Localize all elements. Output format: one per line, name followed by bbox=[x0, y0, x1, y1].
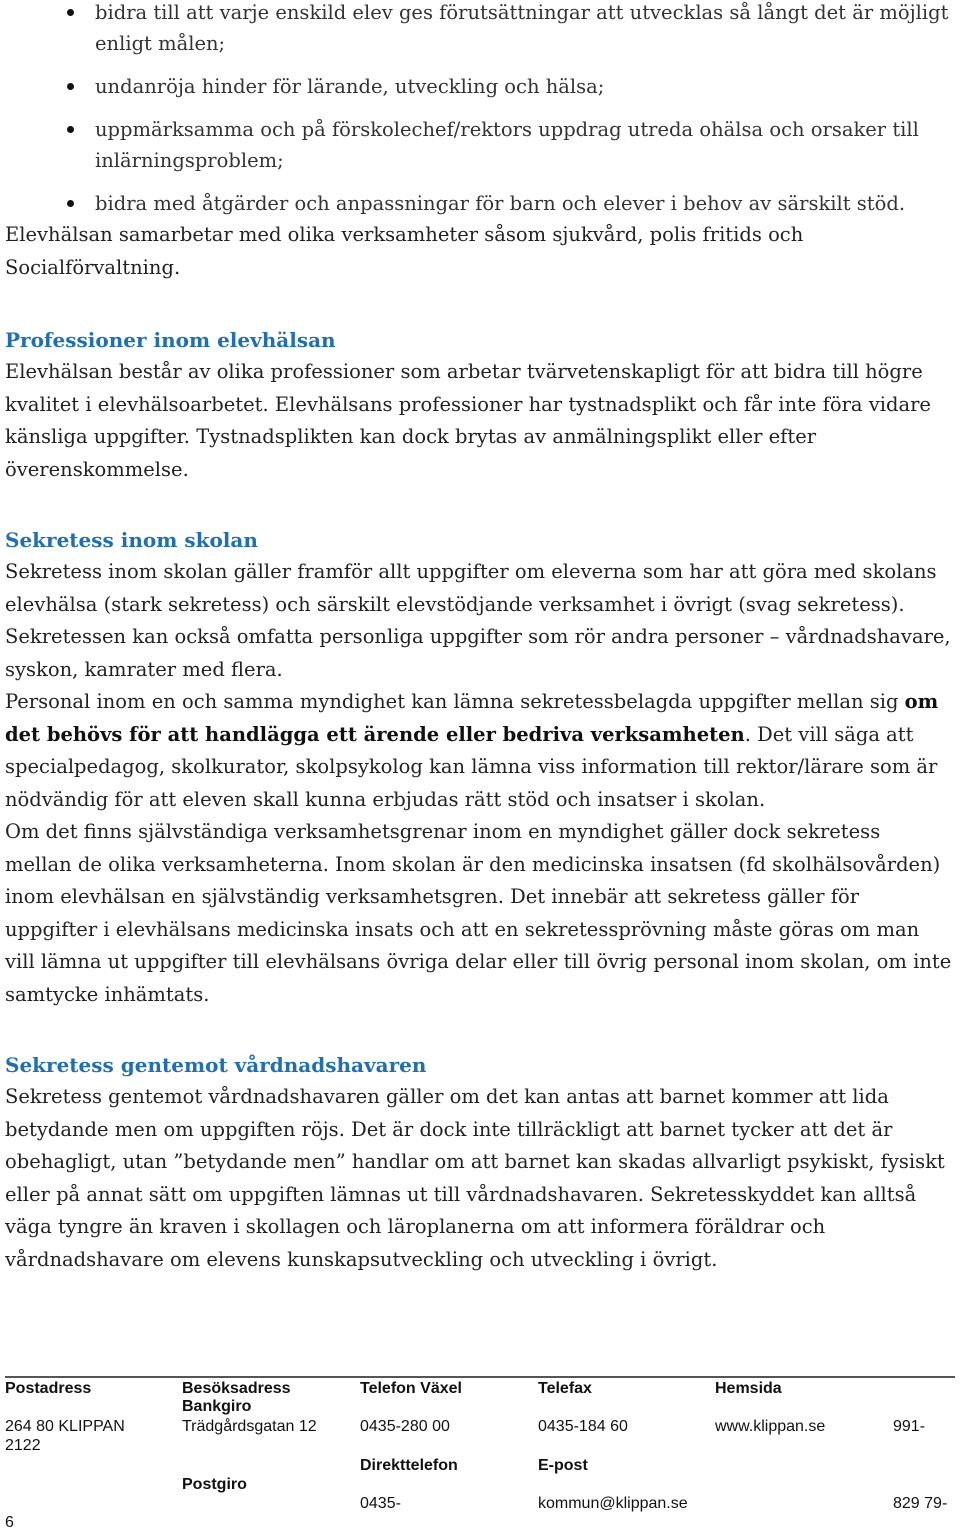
telefax-label: Telefax bbox=[538, 1380, 592, 1397]
bankgiro-value: 991- bbox=[893, 1418, 926, 1435]
bullet-icon bbox=[67, 200, 74, 207]
direkttelefon-value: 0435- bbox=[360, 1495, 401, 1512]
sekretess-paragraph-4: Om det finns självständiga verksamhetsgrenar inom en myndighet gäller dock sekretess mellan de olika verksamheterna. Inom skolan är den medicinska insatsen (fd skolhälsovården) inom elevhälsan en självständig verksamhetsgren. Det innebär att sekretess gäller för uppgifter i elevhälsans medicinska insats och att en sekretessprövning måste göras om man vill lämna ut uppgifter till elevhälsans övriga delar eller till övrig personal inom skolan, om inte samtycke inhämtats. bbox=[5, 820, 952, 1006]
hemsida-link[interactable]: www.klippan.se bbox=[715, 1418, 826, 1435]
sekretess-paragraph-3: Personal inom en och samma myndighet kan lämna sekretessbelagda uppgifter mellan sig om det behövs för att handlägga ett ärende eller bedriva verksamheten. Det vill säga att specialpedagog, skolkurator, skolpsykolog kan lämna viss information till rektor/lärare som är nödvändig för att eleven skall kunna erbjudas rätt stöd och insatser i skolan. bbox=[5, 690, 939, 811]
epost-label: E-post bbox=[538, 1457, 588, 1474]
section-text-vardnadshavaren: Sekretess gentemot vårdnadshavaren gäller om det kan antas att barnet kommer att lida betydande men om uppgiften röjs. Det är dock inte tillräckligt att barnet tycker att det är obehagligt, utan ”betydande men” handlar om att barnet kan skadas allvarligt psykiskt, fysiskt eller på annat sätt om uppgiften lämnas ut till vårdnadshavaren. Sekretesskyddet kan alltså väga tyngre än kraven i skollagen och läroplanerna om att informera föräldrar och vårdnadshavare om elevens kunskapsutveckling och utveckling i övrigt. bbox=[5, 1085, 945, 1271]
bullet-icon bbox=[67, 126, 74, 133]
footer-divider bbox=[5, 1376, 955, 1378]
section-heading-professioner: Professioner inom elevhälsan bbox=[5, 328, 336, 352]
section-heading-vardnadshavaren: Sekretess gentemot vårdnadshavaren bbox=[5, 1053, 427, 1077]
list-item: undanröja hinder för lärande, utveckling och hälsa; bbox=[5, 71, 953, 102]
bankgiro-label: Bankgiro bbox=[182, 1398, 252, 1415]
list-item: bidra till att varje enskild elev ges förutsättningar att utvecklas så långt det är möjligt enligt målen; bbox=[5, 0, 953, 59]
section-text-professioner: Elevhälsan består av olika professioner som arbetar tvärvetenskapligt för att bidra till högre kvalitet i elevhälsoarbetet. Elevhälsans professioner har tystnadsplikt och får inte föra vidare känsliga uppgifter. Tystnadsplikten kan dock brytas av anmälningsplikt eller efter överenskommelse. bbox=[5, 360, 931, 481]
postadress-label: Postadress bbox=[5, 1380, 92, 1397]
goals-bullet-list bbox=[5, 0, 953, 219]
telefon-label: Telefon Växel bbox=[360, 1380, 462, 1397]
telefon-value: 0435-280 00 bbox=[360, 1418, 450, 1435]
besoksadress-label: Besöksadress bbox=[182, 1380, 291, 1397]
sekretess-paragraph-1: Sekretess inom skolan gäller framför allt uppgifter om eleverna som har att göra med skolans elevhälsa (stark sekretess) och särskilt elevstödjande verksamhet i övrigt (svag sekretess). bbox=[5, 560, 937, 616]
besoksadress-value: Trädgårdsgatan 12 bbox=[182, 1418, 317, 1435]
sekretess-paragraph-2: Sekretessen kan också omfatta personliga uppgifter som rör andra personer – vårdnadshavare, syskon, kamrater med flera. bbox=[5, 625, 951, 681]
epost-link[interactable]: kommun@klippan.se bbox=[538, 1495, 688, 1512]
postgiro-value: 829 79- bbox=[893, 1495, 948, 1512]
intro-paragraph: Elevhälsan samarbetar med olika verksamheter såsom sjukvård, polis fritids och Socialförvaltning. bbox=[5, 223, 804, 279]
postgiro-label: Postgiro bbox=[182, 1476, 247, 1493]
direkttelefon-label: Direkttelefon bbox=[360, 1457, 458, 1474]
bullet-icon bbox=[67, 83, 74, 90]
telefax-value: 0435-184 60 bbox=[538, 1418, 628, 1435]
bullet-icon bbox=[67, 9, 74, 16]
list-item: bidra med åtgärder och anpassningar för barn och elever i behov av särskilt stöd. bbox=[5, 188, 953, 219]
bankgiro-value-cont: 2122 bbox=[5, 1437, 41, 1454]
postgiro-value-cont: 6 bbox=[5, 1514, 14, 1531]
document-body bbox=[5, 0, 953, 1276]
postadress-value: 264 80 KLIPPAN bbox=[5, 1418, 125, 1435]
list-item: uppmärksamma och på förskolechef/rektors uppdrag utreda ohälsa och orsaker till inlärningsproblem; bbox=[5, 114, 953, 176]
hemsida-label: Hemsida bbox=[715, 1380, 782, 1397]
bold-phrase: om det behövs för att handlägga ett ärende eller bedriva verksamheten bbox=[5, 690, 939, 746]
section-heading-sekretess-skolan: Sekretess inom skolan bbox=[5, 528, 258, 552]
